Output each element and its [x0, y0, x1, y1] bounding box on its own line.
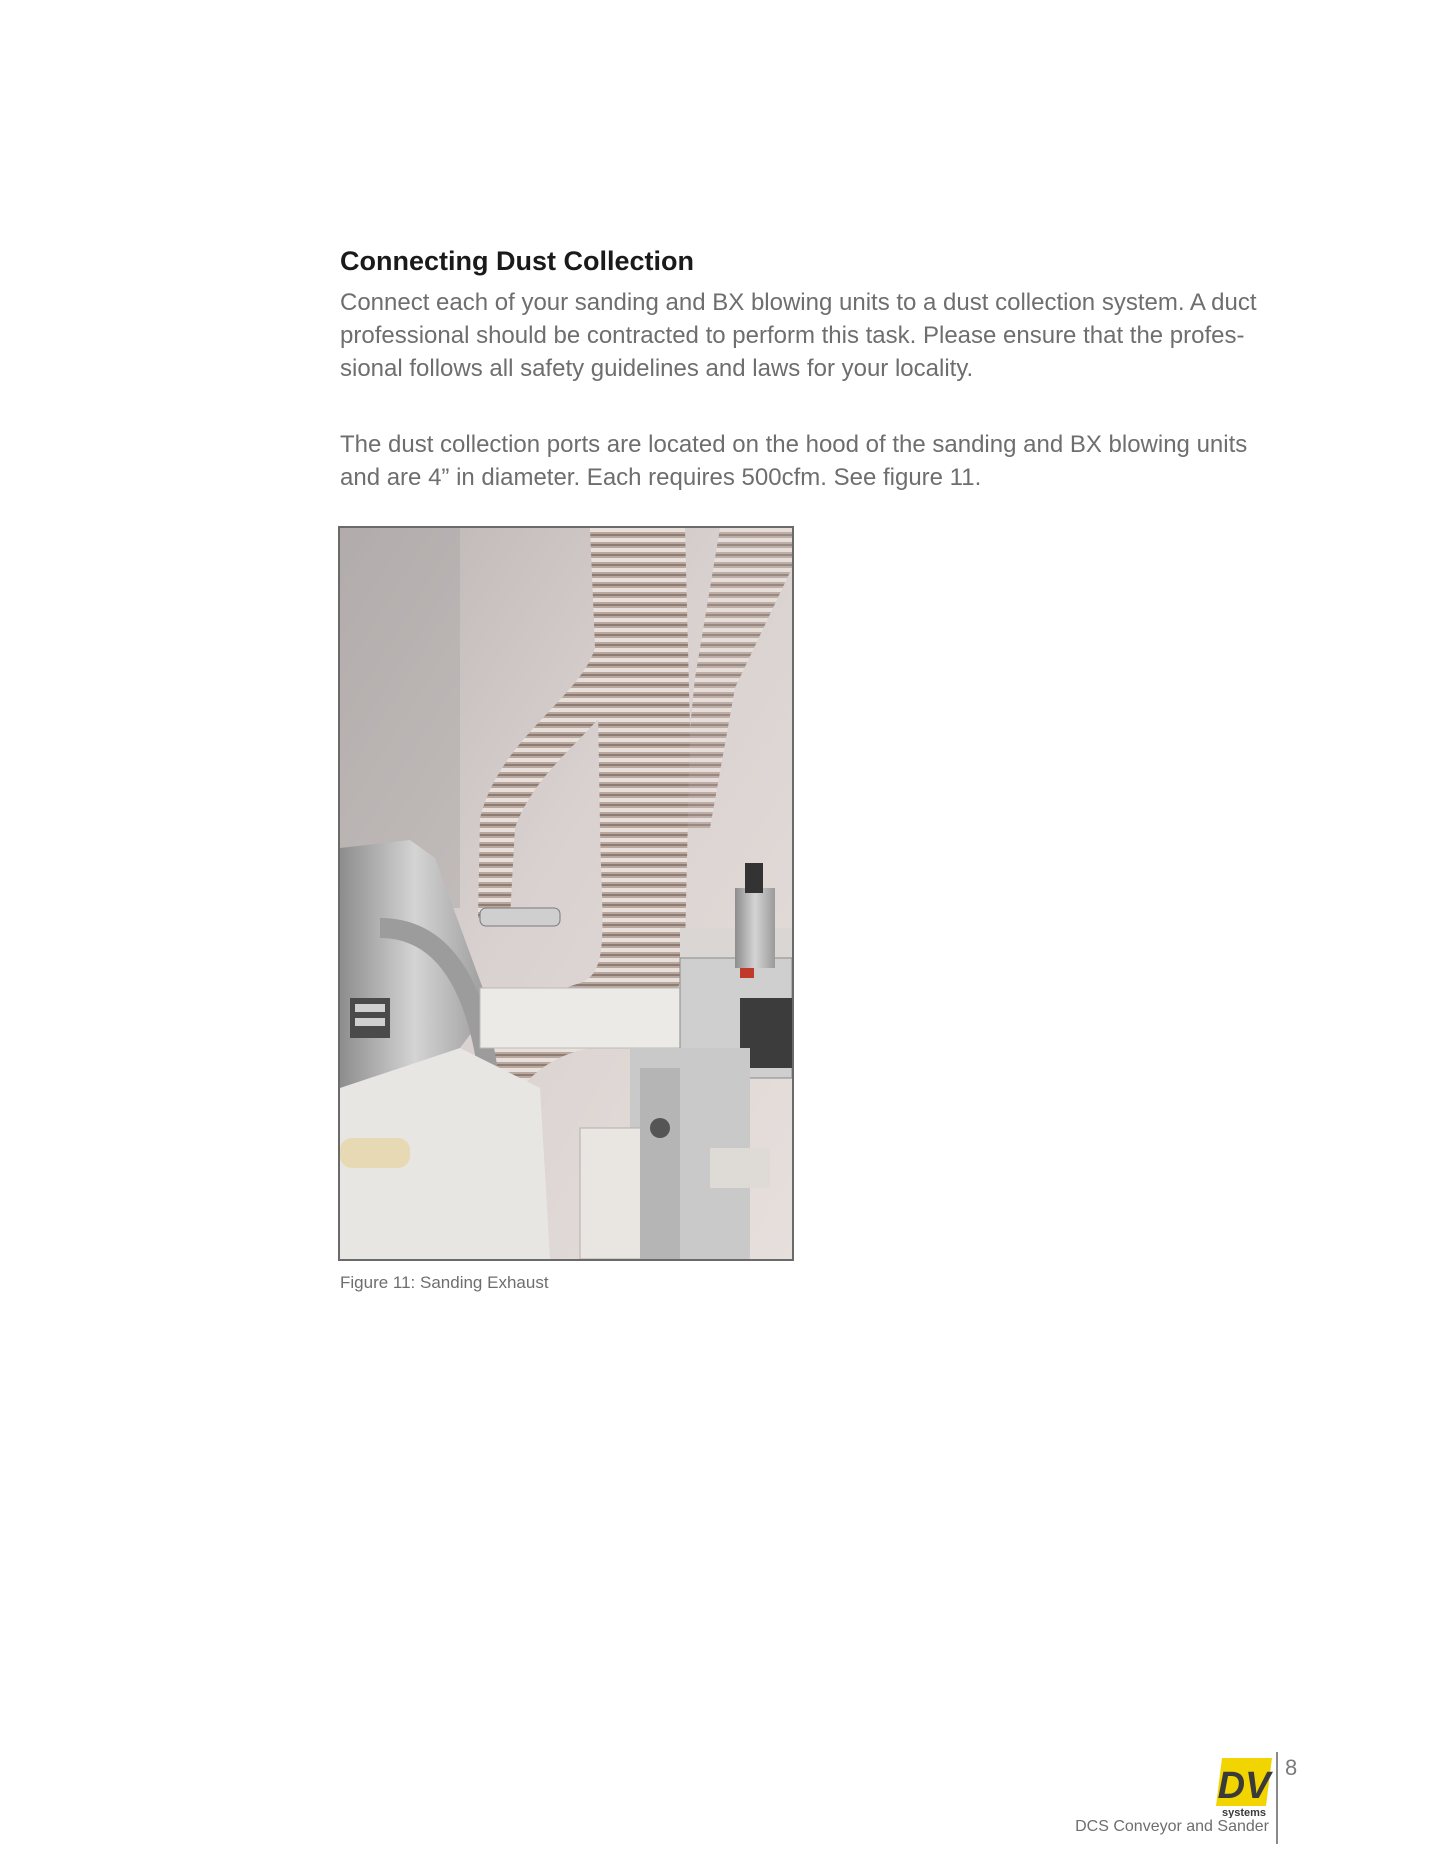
page-number: 8 [1285, 1755, 1298, 1780]
body-paragraph-2: The dust collection ports are located on the hood of the sanding and BX blowing units and are 4” in diameter. Each requires 500cfm. See figure 11. [340, 431, 1248, 491]
svg-text:DV: DV [1217, 1765, 1271, 1807]
footer-divider [1276, 1752, 1278, 1844]
figure-caption: Figure 11: Sanding Exhaust [340, 1273, 549, 1292]
figure-sanding-exhaust-photo [338, 526, 794, 1261]
dv-systems-logo [1214, 1756, 1274, 1818]
footer-document-title: DCS Conveyor and Sander [1075, 1818, 1269, 1835]
svg-text:systems: systems [1221, 1807, 1267, 1818]
section-title: Connecting Dust Collection [340, 246, 694, 276]
body-paragraph-1: Connect each of your sanding and BX blowing units to a dust collection system. A duct professional should be contracted to perform this task. Please ensure that the profes-sional follows all safety guidelines and laws for your locality. [340, 289, 1257, 382]
